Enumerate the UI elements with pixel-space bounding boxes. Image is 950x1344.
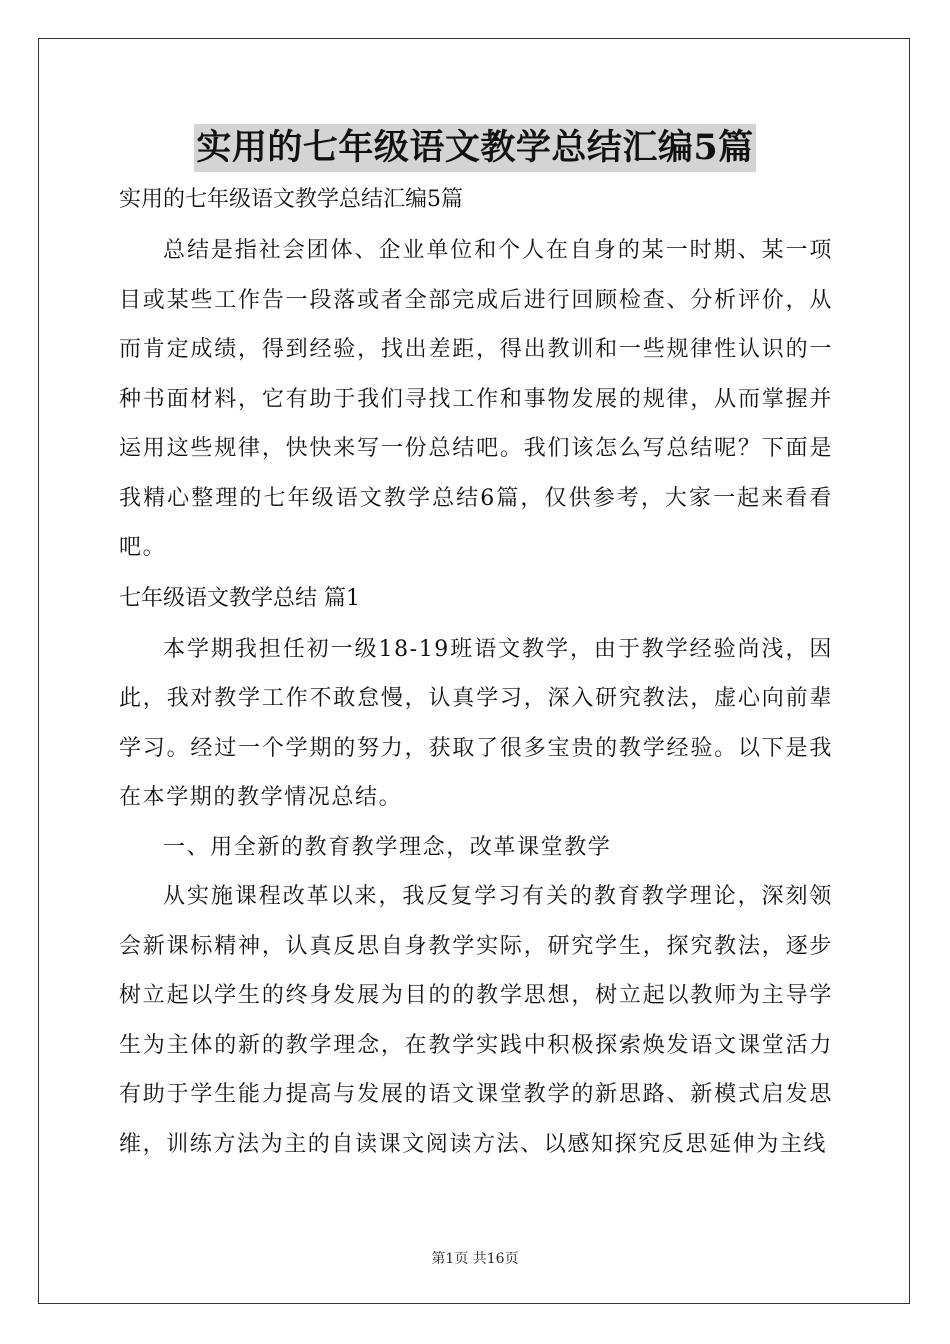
intro-paragraph: 总结是指社会团体、企业单位和个人在自身的某一时期、某一项目或某些工作告一段落或者全部完成后进行回顾检查、分析评价，从而肯定成绩，得到经验，找出差距，得出教训和一些规律性认识的一种书面材料，它有助于我们寻找工作和事物发展的规律，从而掌握并运用这些规律，快快来写一份总结吧。我们该怎么写总结呢？下面是我精心整理的七年级语文教学总结6篇，仅供参考，大家一起来看看吧。 [119,238,833,560]
document-title: 实用的七年级语文教学总结汇编5篇 [194,124,755,172]
section-subheading: 一、用全新的教育教学理念，改革课堂教学 [163,834,612,860]
document-subtitle: 实用的七年级语文教学总结汇编5篇 [119,187,463,212]
section-paragraph: 本学期我担任初一级18-19班语文教学，由于教学经验尚浅，因此，我对教学工作不敢怠慢，认真学习，深入研究教法，虚心向前辈学习。经过一个学期的努力，获取了很多宝贵的教学经验。以下是我在本学期的教学情况总结。 [119,636,833,810]
section-heading: 七年级语文教学总结 篇1 [119,585,360,611]
document-body [119,182,833,1169]
title-wrap [0,124,950,172]
page-footer: 第1页 共16页 [431,1251,519,1267]
section-paragraph-2: 从实施课程改革以来，我反复学习有关的教育教学理论，深刻领会新课标精神，认真反思自身教学实际，研究学生，探究教法，逐步树立起以学生的终身发展为目的的教学思想，树立起以教师为主导学生为主体的新的教学理念，在教学实践中积极探索焕发语文课堂活力有助于学生能力提高与发展的语文课堂教学的新思路、新模式启发思维，训练方法为主的自读课文阅读方法、以感知探究反思延伸为主线 [119,884,833,1157]
